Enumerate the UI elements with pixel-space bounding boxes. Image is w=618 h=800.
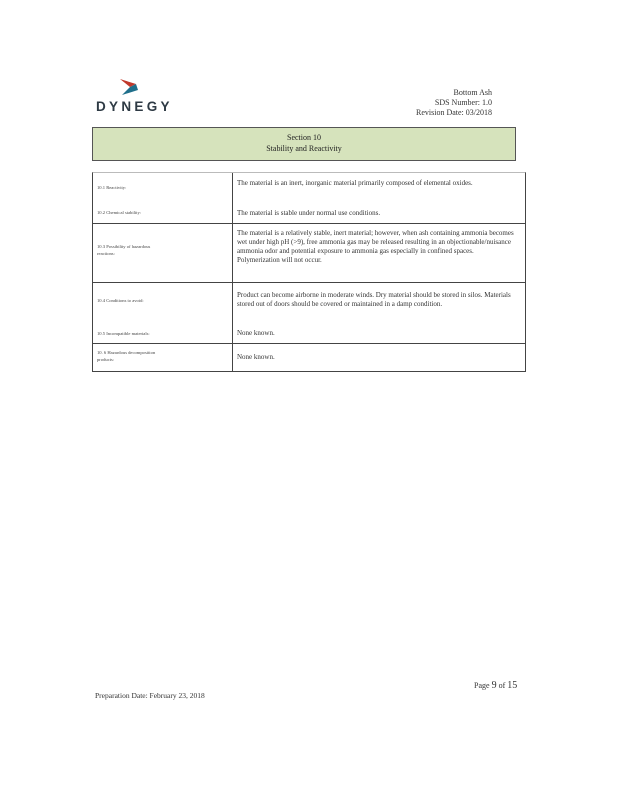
stability-table bbox=[92, 172, 526, 372]
row-label: 10.3 Possibility of hazardous reactions: bbox=[97, 244, 151, 256]
row-label: 10.4 Conditions to avoid: bbox=[97, 298, 144, 303]
column-divider bbox=[232, 344, 233, 371]
column-divider bbox=[232, 283, 233, 343]
row-value: None known. bbox=[237, 353, 275, 361]
column-divider bbox=[232, 173, 233, 223]
section-title: Stability and Reactivity bbox=[266, 144, 342, 153]
row-label: 10.2 Chemical stability: bbox=[97, 210, 142, 215]
table-row bbox=[92, 344, 526, 372]
row-value: The material is a relatively stable, inert material; however, when ash containing ammonia becomes wet under high pH (>9), free ammonia gas may be released resulting in an objectionable/nuisance ammonia odor and potential exposure to ammonia gas especially in confined spaces. Polymerization will not occur. bbox=[237, 229, 514, 264]
revision-date: Revision Date: 03/2018 bbox=[416, 108, 492, 117]
table-row bbox=[92, 283, 526, 344]
row-value: The material is an inert, inorganic material primarily composed of elemental oxides. bbox=[237, 179, 473, 187]
product-name: Bottom Ash bbox=[453, 88, 492, 97]
row-label: 10.1 Reactivity: bbox=[97, 185, 127, 190]
row-label: 10. 6 Hazardous decomposition products: bbox=[97, 350, 156, 362]
dynegy-logo-icon bbox=[118, 78, 140, 96]
page-label: Page bbox=[474, 681, 490, 690]
row-value: Product can become airborne in moderate winds. Dry material should be stored in silos. Materials stored out of doors should be covered or maintained in a damp condition. bbox=[237, 291, 511, 308]
table-row bbox=[92, 224, 526, 283]
page-indicator bbox=[474, 680, 517, 691]
page-number: 9 bbox=[491, 680, 497, 691]
row-label: 10.5 Incompatible materials: bbox=[97, 331, 150, 336]
row-value: None known. bbox=[237, 329, 275, 337]
table-row bbox=[92, 172, 526, 224]
column-divider bbox=[232, 224, 233, 282]
document-info bbox=[416, 88, 492, 118]
logo-text: DYNEGY bbox=[96, 99, 173, 114]
page-of: of bbox=[498, 681, 506, 690]
sds-number: SDS Number: 1.0 bbox=[434, 98, 492, 107]
section-header bbox=[92, 127, 516, 161]
section-number: Section 10 bbox=[287, 133, 321, 142]
page-total: 15 bbox=[507, 680, 518, 691]
dynegy-logo bbox=[96, 78, 176, 118]
row-value: The material is stable under normal use conditions. bbox=[237, 209, 381, 217]
preparation-date: Preparation Date: February 23, 2018 bbox=[95, 691, 205, 700]
